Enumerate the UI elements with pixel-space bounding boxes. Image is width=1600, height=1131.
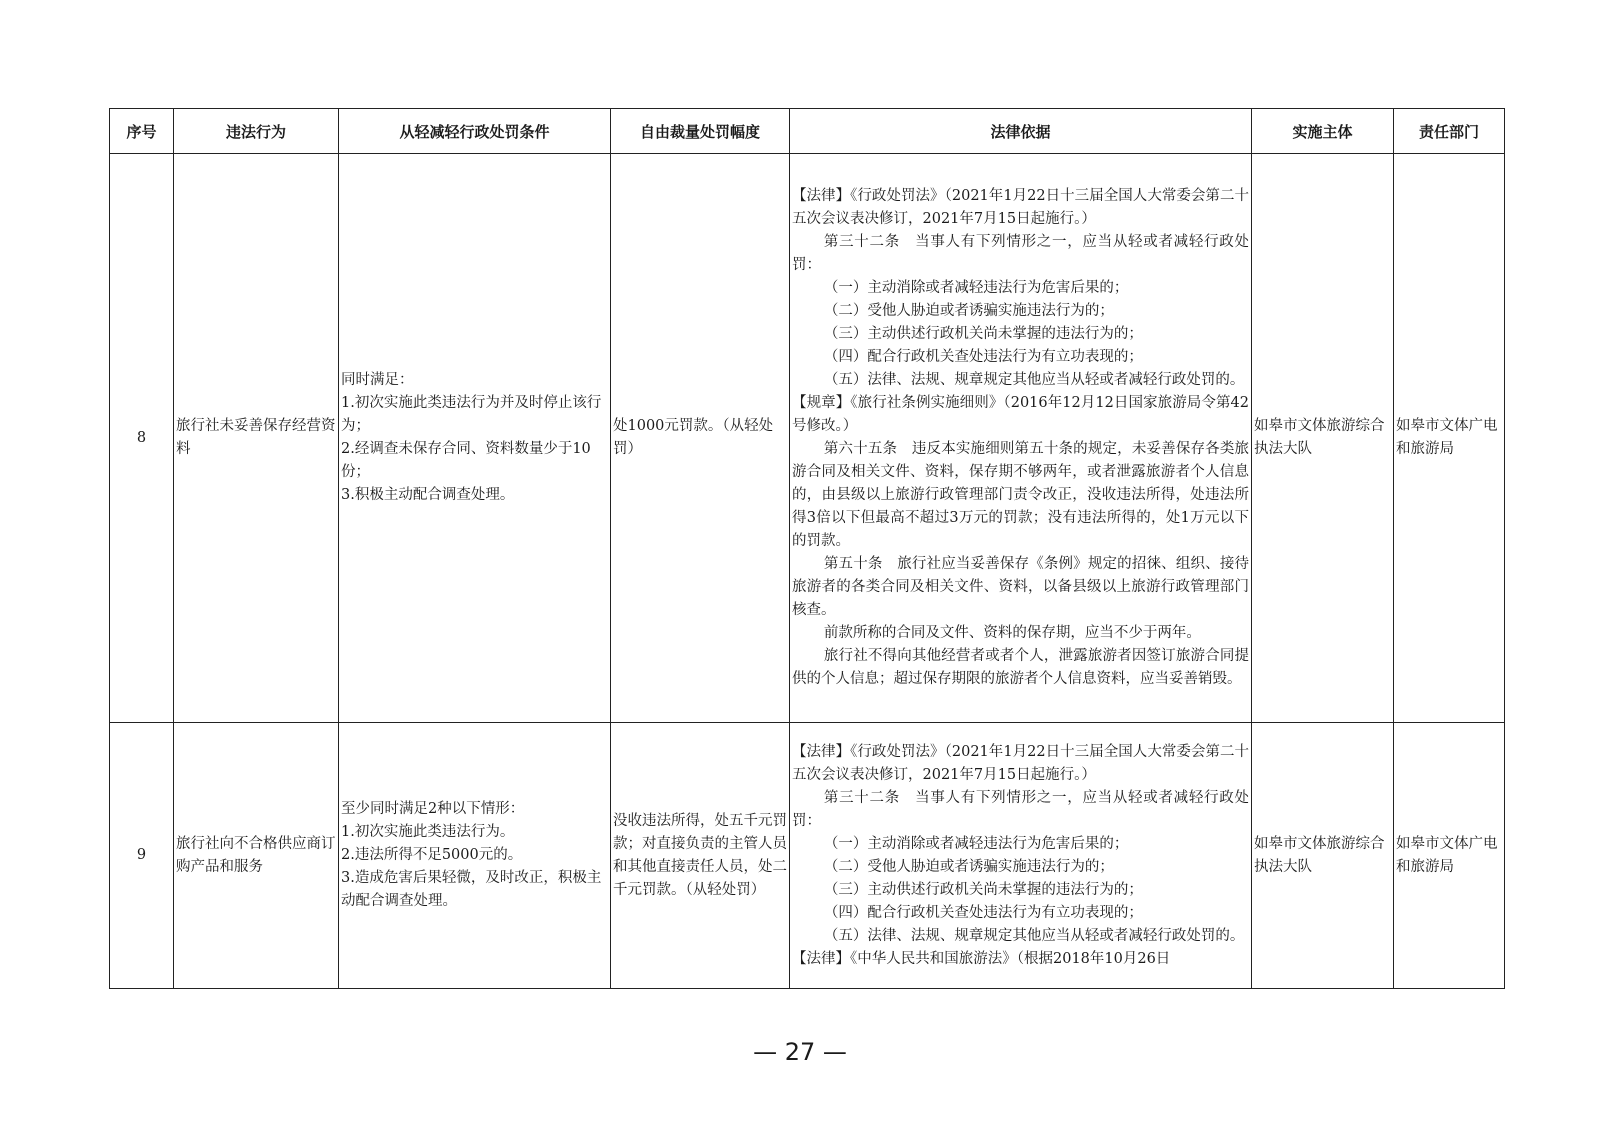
serial-cell: 8 [110, 154, 174, 723]
penalty-table [109, 108, 1505, 989]
penalty-cell: 没收违法所得，处五千元罚款；对直接负责的主管人员和其他直接责任人员，处二千元罚款。（从轻处罚） [611, 723, 790, 989]
legal-basis-cell [790, 723, 1252, 989]
header-agency: 实施主体 [1252, 109, 1394, 154]
header-legal-basis: 法律依据 [790, 109, 1252, 154]
legal-basis-paragraph: 【法律】《行政处罚法》（2021年1月22日十三届全国人大常委会第二十五次会议表决修订，2021年7月15日起施行。） [792, 188, 1249, 227]
legal-basis-paragraph: （二）受他人胁迫或者诱骗实施违法行为的； [823, 858, 1114, 875]
legal-basis-paragraph: 【法律】《行政处罚法》（2021年1月22日十三届全国人大常委会第二十五次会议表决修订，2021年7月15日起施行。） [792, 743, 1249, 783]
legal-basis-text [792, 185, 1249, 691]
legal-basis-paragraph: 【规章】《旅行社条例实施细则》（2016年12月12日国家旅游局令第42号修改。） [792, 395, 1249, 434]
legal-basis-paragraph: 第六十五条 违反本实施细则第五十条的规定，未妥善保存各类旅游合同及相关文件、资料，保存期不够两年，或者泄露旅游者个人信息的，由县级以上旅游行政管理部门责令改正，没收违法所得，处违法所得3倍以下但最高不超过3万元的罚款；没有违法所得的，处1万元以下的罚款。 [792, 441, 1249, 549]
legal-basis-paragraph: （四）配合行政机关查处违法行为有立功表现的； [823, 904, 1143, 921]
legal-basis-paragraph: 【法律】《中华人民共和国旅游法》（根据2018年10月26日 [792, 950, 1171, 967]
condition-line: 至少同时满足2种以下情形： [341, 801, 525, 817]
condition-line: 3.积极主动配合调查处理。 [341, 487, 515, 503]
table-row [110, 154, 1505, 723]
condition-line: 2.经调查未保存合同、资料数量少于10 份； [341, 441, 591, 480]
page-number: — 27 — [753, 1038, 847, 1066]
violation-cell: 旅行社向不合格供应商订购产品和服务 [174, 723, 339, 989]
legal-basis-paragraph: （一）主动消除或者减轻违法行为危害后果的； [823, 835, 1129, 852]
legal-basis-paragraph: （一）主动消除或者减轻违法行为危害后果的； [823, 280, 1129, 296]
condition-line: 3.造成危害后果轻微，及时改正，积极主动配合调查处理。 [341, 870, 602, 909]
header-serial: 序号 [110, 109, 174, 154]
header-penalty-range: 自由裁量处罚幅度 [611, 109, 790, 154]
condition-line: 1.初次实施此类违法行为并及时停止该行为； [341, 395, 602, 434]
legal-basis-paragraph: （三）主动供述行政机关尚未掌握的违法行为的； [823, 881, 1143, 898]
legal-basis-paragraph: （二）受他人胁迫或者诱骗实施违法行为的； [823, 303, 1114, 319]
legal-basis-paragraph: （五）法律、法规、规章规定其他应当从轻或者减轻行政处罚的。 [823, 372, 1245, 388]
legal-basis-paragraph: 第三十二条 当事人有下列情形之一，应当从轻或者减轻行政处罚： [792, 234, 1249, 273]
department-cell: 如皋市文体广电和旅游局 [1394, 154, 1505, 723]
violation-cell: 旅行社未妥善保存经营资料 [174, 154, 339, 723]
condition-line: 同时满足： [341, 372, 414, 388]
condition-line: 1.初次实施此类违法行为。 [341, 824, 515, 840]
header-violation: 违法行为 [174, 109, 339, 154]
conditions-cell [339, 154, 611, 723]
header-department: 责任部门 [1394, 109, 1505, 154]
agency-cell: 如皋市文体旅游综合执法大队 [1252, 154, 1394, 723]
header-conditions: 从轻减轻行政处罚条件 [339, 109, 611, 154]
legal-basis-cell [790, 154, 1252, 723]
legal-basis-paragraph: （四）配合行政机关查处违法行为有立功表现的； [823, 349, 1143, 365]
legal-basis-paragraph: 第五十条 旅行社应当妥善保存《条例》规定的招徕、组织、接待旅游者的各类合同及相关文件、资料，以备县级以上旅游行政管理部门核查。 [792, 556, 1249, 618]
header-row [110, 109, 1505, 154]
legal-basis-text [792, 741, 1249, 971]
table-row [110, 723, 1505, 989]
legal-basis-paragraph: 前款所称的合同及文件、资料的保存期，应当不少于两年。 [823, 625, 1201, 641]
agency-cell: 如皋市文体旅游综合执法大队 [1252, 723, 1394, 989]
department-cell: 如皋市文体广电和旅游局 [1394, 723, 1505, 989]
legal-basis-paragraph: 第三十二条 当事人有下列情形之一，应当从轻或者减轻行政处罚： [792, 789, 1249, 829]
penalty-cell: 处1000元罚款。（从轻处罚） [611, 154, 790, 723]
legal-basis-paragraph: （三）主动供述行政机关尚未掌握的违法行为的； [823, 326, 1143, 342]
legal-basis-paragraph: （五）法律、法规、规章规定其他应当从轻或者减轻行政处罚的。 [823, 927, 1245, 944]
condition-line: 2.违法所得不足5000元的。 [341, 847, 523, 863]
legal-basis-paragraph: 旅行社不得向其他经营者或者个人，泄露旅游者因签订旅游合同提供的个人信息；超过保存期限的旅游者个人信息资料，应当妥善销毁。 [792, 648, 1249, 687]
conditions-cell [339, 723, 611, 989]
serial-cell: 9 [110, 723, 174, 989]
